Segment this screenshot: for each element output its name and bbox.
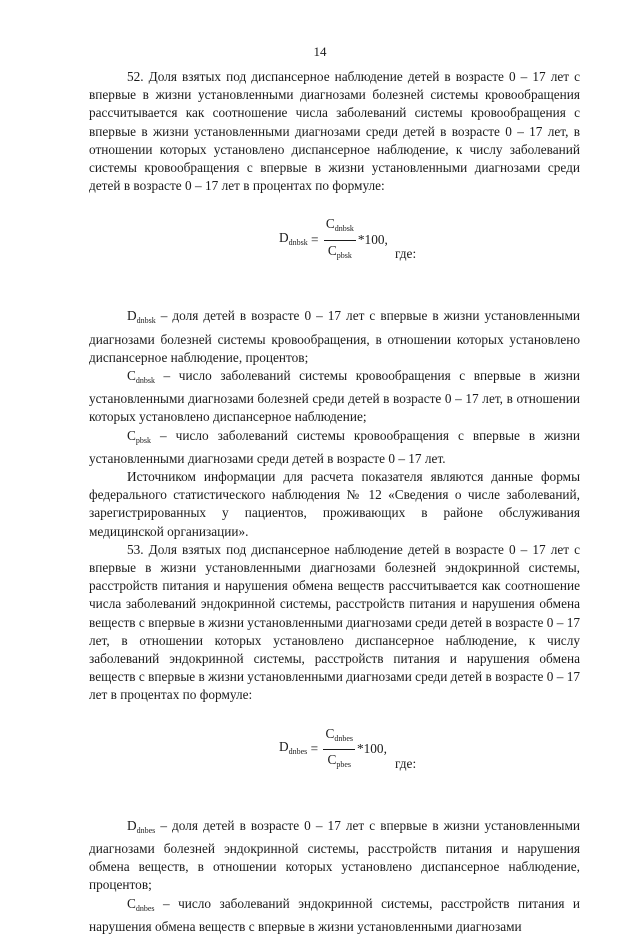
formula-53-tail: *100, [356, 741, 387, 757]
formula-53 [89, 725, 580, 793]
formula-52-lhs: $D_{dnbsk}$ [279, 229, 308, 247]
formula-53-where: где: [395, 755, 417, 771]
formula-53-numerator: $C_{dnbes}$ [323, 725, 355, 750]
formula-52-tail: *100, [357, 232, 388, 248]
item-53-intro: 53. Доля взятых под диспансерное наблюдение детей в возрасте 0 – 17 лет с впервые в жизни установленными диагнозами болезней эндокринной системы, расстройств питания и нарушения обмена веществ рассчитывается как соотношение числа заболеваний эндокринной системы, расстройств питания и нарушения обмена веществ с впервые в жизни установленными диагнозами среди детей в возрасте 0 – 17 лет, в отношении которых установлено диспансерное наблюдение, к числу заболеваний эндокринной системы, расстройств питания и нарушения обмена веществ с впервые в жизни установленными диагнозами среди детей в возрасте 0 – 17 лет в процентах по формуле: [89, 541, 580, 703]
formula-53-expression [279, 725, 387, 774]
formula-53-eq: = [307, 741, 322, 757]
formula-52-where: где: [395, 246, 417, 262]
formula-52-denominator: $C_{pbsk}$ [327, 242, 352, 260]
formula-52 [89, 215, 580, 283]
formula-53-lhs: $D_{dnbes}$ [279, 738, 308, 756]
item-52-def-2: $C_{dnbsk}$ – число заболеваний системы кровообращения с впервые в жизни установленными диагнозами болезней среди детей в возрасте 0 – 17 лет, в отношении которых установлено диспансерное наблюдение; [89, 368, 580, 425]
formula-52-expression [279, 215, 388, 264]
formula-53-denominator: $C_{pbes}$ [327, 751, 351, 769]
formula-52-eq: = [307, 232, 322, 248]
formula-52-numerator: $C_{dnbsk}$ [324, 215, 356, 240]
item-52-source: Источником информации для расчета показателя являются данные формы федерального статистического наблюдения № 12 «Сведения о числе заболеваний, зарегистрированных у пациентов, проживающих в районе обслуживания медицинской организации». [89, 469, 580, 539]
item-52-def-1: $D_{dnbsk}$ – доля детей в возрасте 0 – 17 лет с впервые в жизни установленными диагнозами болезней системы кровообращения, в отношении которых установлено диспансерное наблюдение, процентов; [89, 308, 580, 365]
page-number: 14 [313, 44, 327, 59]
formula-53-fraction [323, 725, 355, 774]
item-53-def-2: $C_{dnbes}$ – число заболеваний эндокринной системы, расстройств питания и нарушения обмена веществ с впервые в жизни установленными диагнозами [89, 895, 580, 934]
formula-52-fraction [324, 215, 356, 264]
item-52-intro: 52. Доля взятых под диспансерное наблюдение детей в возрасте 0 – 17 лет с впервые в жизни установленными диагнозами болезней системы кровообращения рассчитывается как соотношение числа заболеваний системы кровообращения с впервые в жизни установленными диагнозами среди детей в возрасте 0 – 17 лет, в отношении которых установлено диспансерное наблюдение, к числу заболеваний системы кровообращения с впервые в жизни установленными диагнозами среди детей в возрасте 0 – 17 лет в процентах по формуле: [89, 69, 580, 194]
document-body [89, 68, 580, 936]
item-53-def-1: $D_{dnbes}$ – доля детей в возрасте 0 – 17 лет с впервые в жизни установленными диагнозами болезней эндокринной системы, расстройств питания и нарушения обмена веществ, в отношении которых установлено диспансерное наблюдение, процентов; [89, 817, 580, 893]
item-52-def-3: $C_{pbsk}$ – число заболеваний системы кровообращения с впервые в жизни установленными диагнозами среди детей в возрасте 0 – 17 лет. [89, 427, 580, 466]
